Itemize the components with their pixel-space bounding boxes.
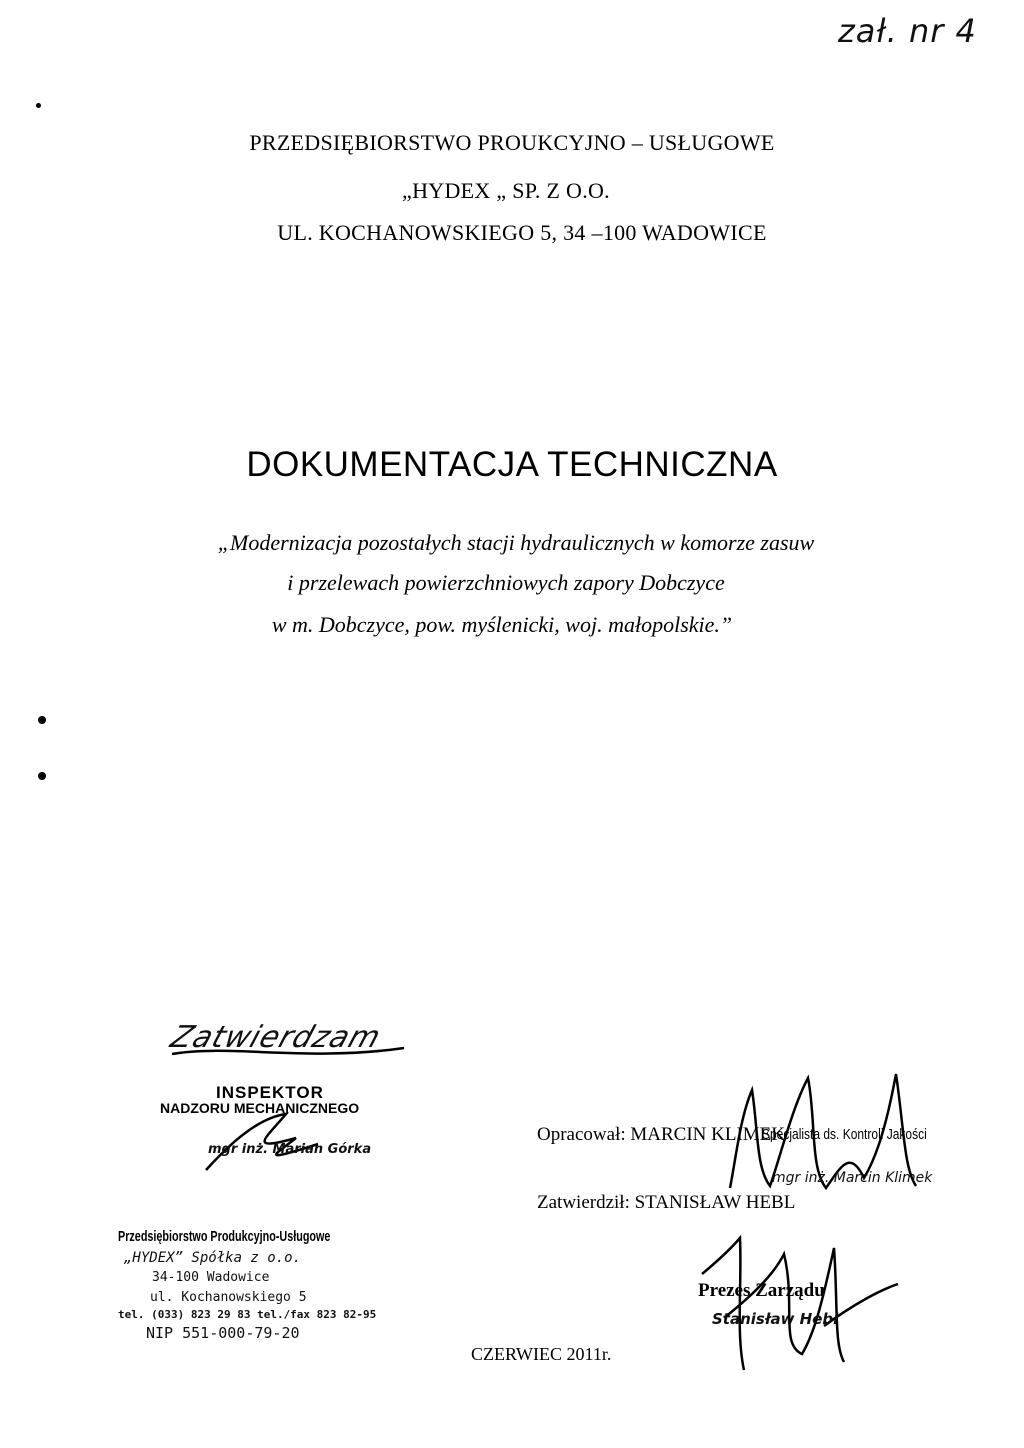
company-stamp-line-6: NIP 551-000-79-20	[146, 1324, 300, 1342]
prepared-by-stamp-name: mgr inż. Marcin Klimek	[772, 1170, 933, 1186]
company-stamp-line-5: tel. (033) 823 29 83 tel./fax 823 82-95	[118, 1308, 377, 1321]
approved-by-signature	[684, 1234, 900, 1374]
company-stamp-line-3: 34-100 Wadowice	[152, 1270, 270, 1285]
approved-by-stamp-title: Prezes Zarządu	[698, 1280, 825, 1301]
prepared-by-label: Opracował: MARCIN KLIMEK	[537, 1124, 786, 1145]
scan-dot	[38, 716, 46, 724]
scan-dot	[36, 103, 41, 108]
subject-line-1: „Modernizacja pozostałych stacji hydraulicznych w komorze zasuw	[217, 530, 815, 555]
company-stamp-line-4: ul. Kochanowskiego 5	[150, 1290, 307, 1305]
company-stamp-line-1: Przedsiębiorstwo Produkcyjno-Usługowe	[118, 1228, 331, 1245]
scan-dot	[38, 772, 46, 780]
inspector-stamp-title: INSPEKTOR	[216, 1083, 324, 1102]
subject-line-3: w m. Dobczyce, pow. myślenicki, woj. małopolskie.”	[271, 612, 733, 637]
prepared-by-stamp-title: Specjalista ds. Kontroli Jakości	[762, 1126, 927, 1143]
document-title: DOKUMENTACJA TECHNICZNA	[246, 445, 778, 484]
attachment-mark: zał. nr 4	[838, 12, 977, 50]
company-short-name: „HYDEX „ SP. Z O.O.	[402, 178, 610, 203]
inspector-name: mgr inż. Marian Górka	[208, 1142, 372, 1157]
inspector-stamp-subtitle: NADZORU MECHANICZNEGO	[160, 1100, 360, 1116]
approval-underline	[168, 1040, 408, 1060]
approved-by-stamp-name: Stanisław Hebl	[712, 1310, 839, 1328]
approved-by-label: Zatwierdził: STANISŁAW HEBL	[537, 1192, 796, 1213]
company-address: UL. KOCHANOWSKIEGO 5, 34 –100 WADOWICE	[277, 220, 767, 245]
approval-handwriting: Zatwierdzam	[166, 1020, 386, 1055]
subject-line-2: i przelewach powierzchniowych zapory Dobczyce	[287, 570, 725, 595]
company-stamp-line-2: „HYDEX” Spółka z o.o.	[124, 1250, 302, 1266]
company-name: PRZEDSIĘBIORSTWO PROUKCYJNO – USŁUGOWE	[249, 130, 775, 155]
document-date: CZERWIEC 2011r.	[471, 1344, 612, 1364]
